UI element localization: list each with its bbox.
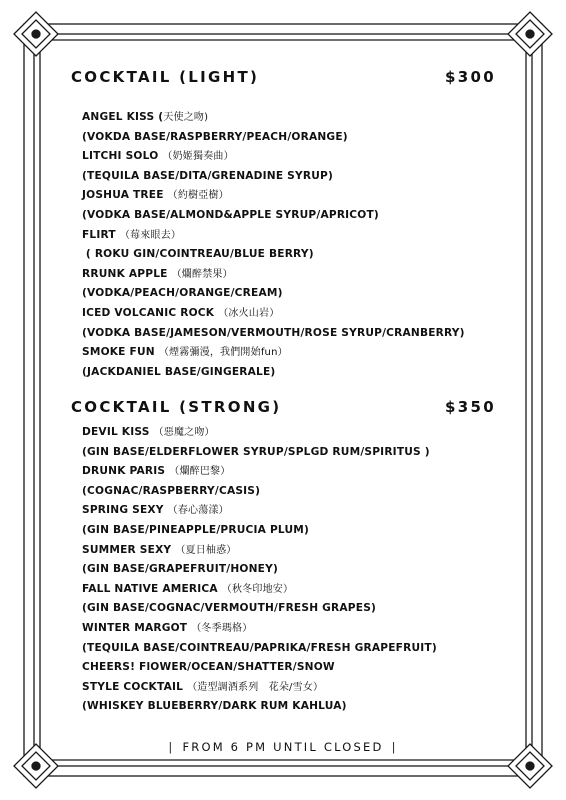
- menu-item: WINTER MARGOT （冬季瑪格）: [82, 621, 253, 634]
- menu-item: (VODKA BASE/ALMOND&APPLE SYRUP/APRICOT): [82, 208, 379, 221]
- menu-item: ( ROKU GIN/COINTREAU/BLUE BERRY): [82, 248, 314, 261]
- menu-list-light: [82, 108, 469, 382]
- section-title: COCKTAIL (STRONG): [71, 398, 282, 416]
- menu-item: (WHISKEY BLUEBERRY/DARK RUM KAHLUA): [82, 700, 347, 713]
- menu-item: (JACKDANIEL BASE/GINGERALE): [82, 365, 276, 378]
- menu-item: SUMMER SEXY （夏日柚惑）: [82, 543, 237, 556]
- menu-item: (VOKDA BASE/RASPBERRY/PEACH/ORANGE): [82, 130, 348, 143]
- menu-item: (GIN BASE/GRAPEFRUIT/HONEY): [82, 563, 279, 576]
- footer-divider: |: [168, 740, 175, 754]
- section-header-light: [71, 68, 496, 86]
- menu-item: (TEQUILA BASE/COINTREAU/PAPRIKA/FRESH GRAPEFRUIT): [82, 641, 437, 654]
- section-price: $300: [445, 68, 496, 86]
- menu-item: (COGNAC/RASPBERRY/CASIS): [82, 484, 261, 497]
- section-title: COCKTAIL (LIGHT): [71, 68, 260, 86]
- footer-divider: |: [391, 740, 398, 754]
- menu-item: ICED VOLCANIC ROCK （冰火山岩）: [82, 306, 280, 319]
- menu-item: JOSHUA TREE （約樹亞樹）: [82, 189, 229, 202]
- section-price: $350: [445, 398, 496, 416]
- footer-hours: [0, 740, 566, 754]
- menu-item: RRUNK APPLE （爛醉禁果）: [82, 267, 233, 280]
- menu-item: DEVIL KISS （惡魔之吻）: [82, 426, 215, 438]
- menu-item: (GIN BASE/COGNAC/VERMOUTH/FRESH GRAPES): [82, 602, 377, 615]
- menu-item: (GIN BASE/PINEAPPLE/PRUCIA PLUM): [82, 523, 310, 536]
- menu-item: SMOKE FUN （煙霧彌漫，我們開始fun）: [82, 346, 288, 359]
- footer-text: FROM 6 PM UNTIL CLOSED: [182, 740, 384, 754]
- menu-item: STYLE COCKTAIL （造型調酒系列 花朵/雪女）: [82, 680, 324, 693]
- menu-item: FALL NATIVE AMERICA （秋冬印地安）: [82, 582, 294, 595]
- section-header-strong: [71, 398, 496, 416]
- menu-item: DRUNK PARIS （爛醉巴黎）: [82, 465, 231, 478]
- menu-list-strong: [82, 423, 441, 717]
- menu-item: (GIN BASE/ELDERFLOWER SYRUP/SPLGD RUM/SPIRITUS ): [82, 445, 430, 458]
- menu-item: (VODKA/PEACH/ORANGE/CREAM): [82, 287, 283, 300]
- menu-item: SPRING SEXY （春心蕩漾）: [82, 504, 229, 517]
- menu-item: LITCHI SOLO （奶姬獨奏曲）: [82, 150, 234, 163]
- menu-item: ANGEL KISS (天使之吻): [82, 111, 209, 123]
- menu-item: (VODKA BASE/JAMESON/VERMOUTH/ROSE SYRUP/CRANBERRY): [82, 326, 465, 339]
- menu-item: FLIRT （莓來眼去）: [82, 228, 182, 241]
- menu-item: (TEQUILA BASE/DITA/GRENADINE SYRUP): [82, 169, 334, 182]
- menu-item: CHEERS! FlOWER/OCEAN/SHATTER/SNOW: [82, 661, 335, 674]
